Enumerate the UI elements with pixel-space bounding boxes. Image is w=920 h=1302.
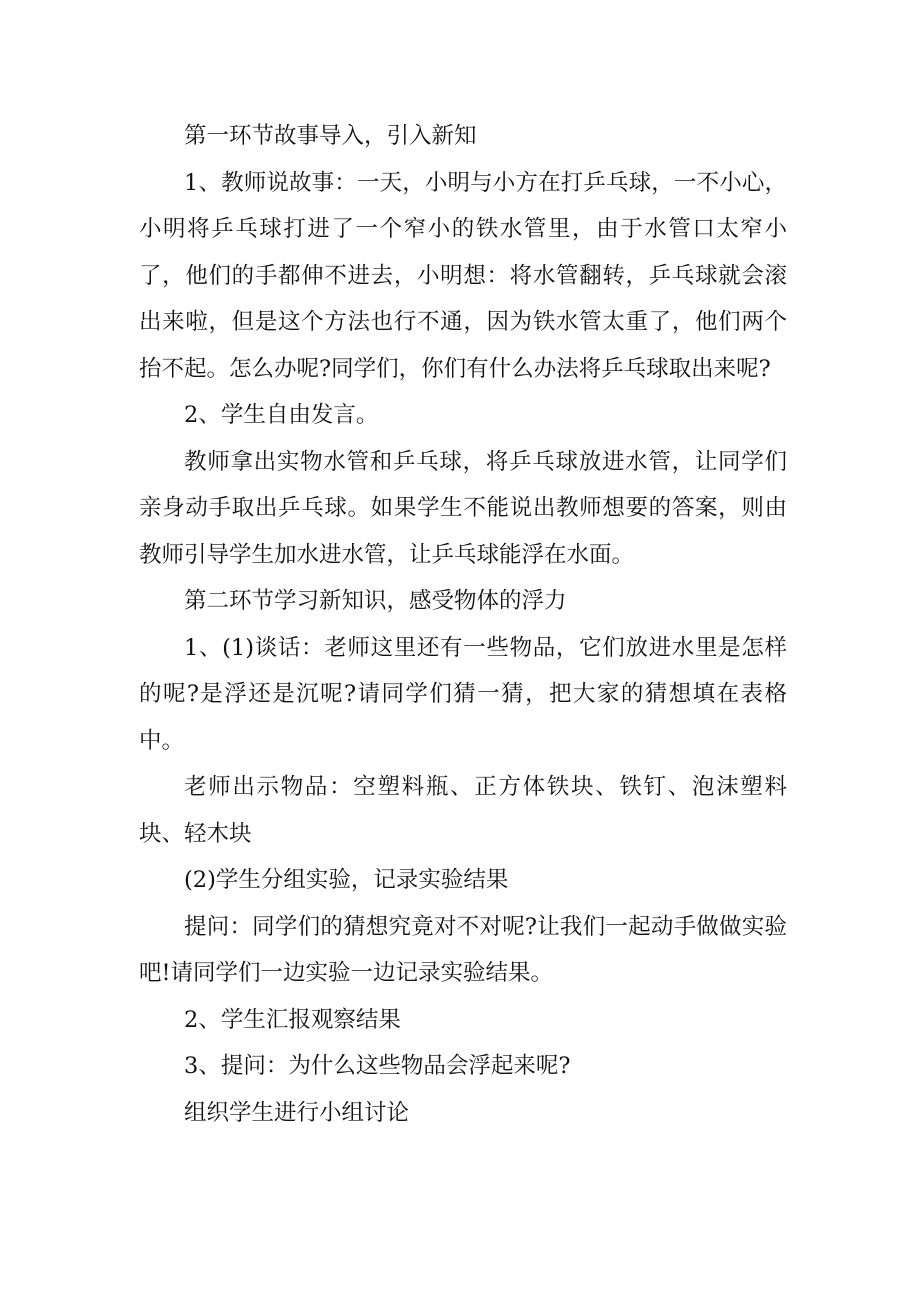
paragraph-story: 1、教师说故事：一天，小明与小方在打乒乓球，一不小心，小明将乒乓球打进了一个窄小的铁水管里，由于水管口太窄小了，他们的手都伸不进去，小明想：将水管翻转，乒乓球就会滚出来啦，但是这个方法也行不通，因为铁水管太重了，他们两个抬不起。怎么办呢?同学们，你们有什么办法将乒乓球取出来呢? [139, 169, 787, 382]
section-heading-2: 第二环节学习新知识，感受物体的浮力 [184, 588, 567, 614]
paragraph-student-speech: 2、学生自由发言。 [184, 402, 379, 428]
section-heading-1: 第一环节故事导入，引入新知 [184, 123, 477, 149]
paragraph-question: 提问：同学们的猜想究竟对不对呢?让我们一起动手做做实验吧!请同学们一边实验一边记录实验结果。 [139, 913, 787, 986]
document-body [139, 113, 787, 1136]
paragraph-report: 2、学生汇报观察结果 [184, 1006, 401, 1033]
paragraph-teacher-demo: 教师拿出实物水管和乒乓球，将乒乓球放进水管，让同学们亲身动手取出乒乓球。如果学生不能说出教师想要的答案，则由教师引导学生加水进水管，让乒乓球能浮在水面。 [139, 448, 787, 568]
paragraph-discussion: 组织学生进行小组讨论 [184, 1099, 410, 1126]
paragraph-talk: 1、(1)谈话：老师这里还有一些物品，它们放进水里是怎样的呢?是浮还是沉呢?请同学们猜一猜，把大家的猜想填在表格中。 [139, 634, 787, 754]
paragraph-group-experiment: (2)学生分组实验，记录实验结果 [184, 867, 509, 893]
paragraph-why-float: 3、提问：为什么这些物品会浮起来呢? [184, 1053, 571, 1079]
paragraph-items: 老师出示物品：空塑料瓶、正方体铁块、铁钉、泡沫塑料块、轻木块 [139, 774, 787, 847]
